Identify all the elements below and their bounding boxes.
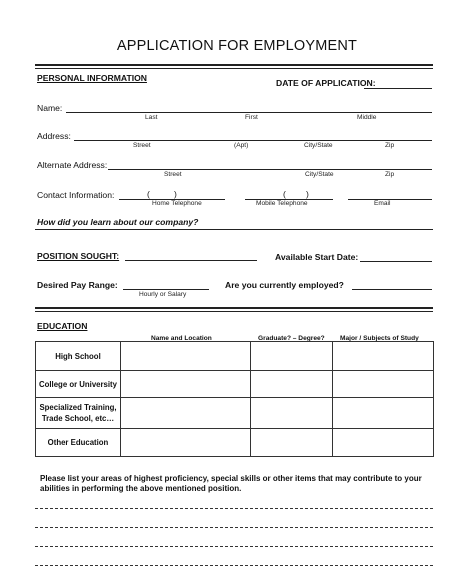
edu-header-name-location: Name and Location bbox=[151, 335, 212, 342]
address-label: Address: bbox=[37, 131, 71, 141]
available-start-label: Available Start Date: bbox=[275, 252, 359, 262]
table-row bbox=[36, 398, 434, 429]
name-last-caption: Last bbox=[145, 114, 158, 121]
mobile-telephone-caption: Mobile Telephone bbox=[256, 200, 308, 207]
position-sought-label: POSITION SOUGHT: bbox=[37, 251, 120, 261]
form-title: APPLICATION FOR EMPLOYMENT bbox=[116, 38, 358, 54]
table-row bbox=[36, 371, 434, 398]
mobile-phone-paren-open: ( bbox=[283, 189, 286, 199]
education-section-heading: EDUCATION bbox=[37, 321, 88, 331]
table-row bbox=[36, 342, 434, 371]
skills-instructions: Please list your areas of highest proficiency, special skills or other items that may contribute to your abilities in performing the above mentioned position. bbox=[40, 474, 422, 493]
edu-header-major: Major / Subjects of Study bbox=[340, 335, 419, 342]
edu-row-label-high-school: High School bbox=[36, 342, 121, 371]
education-table bbox=[35, 341, 434, 457]
skills-line-1[interactable] bbox=[35, 508, 433, 509]
edu-cell-major[interactable] bbox=[333, 429, 434, 457]
address-zip-caption: Zip bbox=[385, 142, 395, 149]
table-row bbox=[36, 429, 434, 457]
alt-city-caption: City/State bbox=[305, 171, 334, 178]
available-start-field[interactable] bbox=[360, 261, 432, 262]
edu-cell-major[interactable] bbox=[333, 371, 434, 398]
currently-employed-label: Are you currently employed? bbox=[225, 280, 344, 290]
name-middle-caption: Middle bbox=[357, 114, 377, 121]
alternate-address-field[interactable] bbox=[108, 169, 432, 170]
edu-cell-graduate[interactable] bbox=[251, 371, 333, 398]
position-sought-field[interactable] bbox=[125, 260, 257, 261]
edu-header-graduate-degree: Graduate? – Degree? bbox=[258, 335, 325, 342]
edu-cell-major[interactable] bbox=[333, 342, 434, 371]
date-of-application-label: DATE OF APPLICATION: bbox=[276, 78, 376, 88]
personal-section-heading: PERSONAL INFORMATION bbox=[37, 73, 147, 83]
pay-type-caption: Hourly or Salary bbox=[139, 291, 187, 298]
position-rule-bottom bbox=[35, 311, 433, 312]
edu-cell-name-location[interactable] bbox=[121, 371, 251, 398]
home-telephone-caption: Home Telephone bbox=[152, 200, 202, 207]
address-city-caption: City/State bbox=[304, 142, 333, 149]
title-rule-top bbox=[35, 64, 433, 66]
contact-info-label: Contact Information: bbox=[37, 190, 115, 200]
edu-cell-name-location[interactable] bbox=[121, 429, 251, 457]
alt-street-caption: Street bbox=[164, 171, 182, 178]
name-label: Name: bbox=[37, 103, 63, 113]
skills-line-3[interactable] bbox=[35, 546, 433, 547]
skills-line-4[interactable] bbox=[35, 565, 433, 566]
edu-row-label-other: Other Education bbox=[36, 429, 121, 457]
edu-cell-graduate[interactable] bbox=[251, 429, 333, 457]
edu-cell-major[interactable] bbox=[333, 398, 434, 429]
name-field[interactable] bbox=[66, 112, 432, 113]
mobile-phone-paren-close: ) bbox=[306, 189, 309, 199]
edu-cell-name-location[interactable] bbox=[121, 342, 251, 371]
how-heard-label: How did you learn about our company? bbox=[37, 217, 199, 227]
currently-employed-field[interactable] bbox=[352, 289, 432, 290]
address-street-caption: Street bbox=[133, 142, 151, 149]
home-phone-paren-close: ) bbox=[174, 189, 177, 199]
skills-line-2[interactable] bbox=[35, 527, 433, 528]
position-rule-top bbox=[35, 307, 433, 309]
alternate-address-label: Alternate Address: bbox=[37, 160, 108, 170]
desired-pay-label: Desired Pay Range: bbox=[37, 280, 118, 290]
address-apt-caption: (Apt) bbox=[234, 142, 249, 149]
desired-pay-field[interactable] bbox=[123, 289, 209, 290]
email-caption: Email bbox=[374, 200, 391, 207]
address-field[interactable] bbox=[74, 140, 432, 141]
how-heard-rule[interactable] bbox=[35, 229, 433, 230]
alt-zip-caption: Zip bbox=[385, 171, 395, 178]
edu-cell-graduate[interactable] bbox=[251, 398, 333, 429]
title-rule-bottom bbox=[35, 68, 433, 69]
home-phone-paren-open: ( bbox=[147, 189, 150, 199]
edu-cell-graduate[interactable] bbox=[251, 342, 333, 371]
name-first-caption: First bbox=[245, 114, 258, 121]
edu-row-label-college: College or University bbox=[36, 371, 121, 398]
date-of-application-field[interactable] bbox=[364, 88, 432, 89]
edu-cell-name-location[interactable] bbox=[121, 398, 251, 429]
edu-row-label-specialized: Specialized Training, Trade School, etc… bbox=[36, 398, 121, 429]
